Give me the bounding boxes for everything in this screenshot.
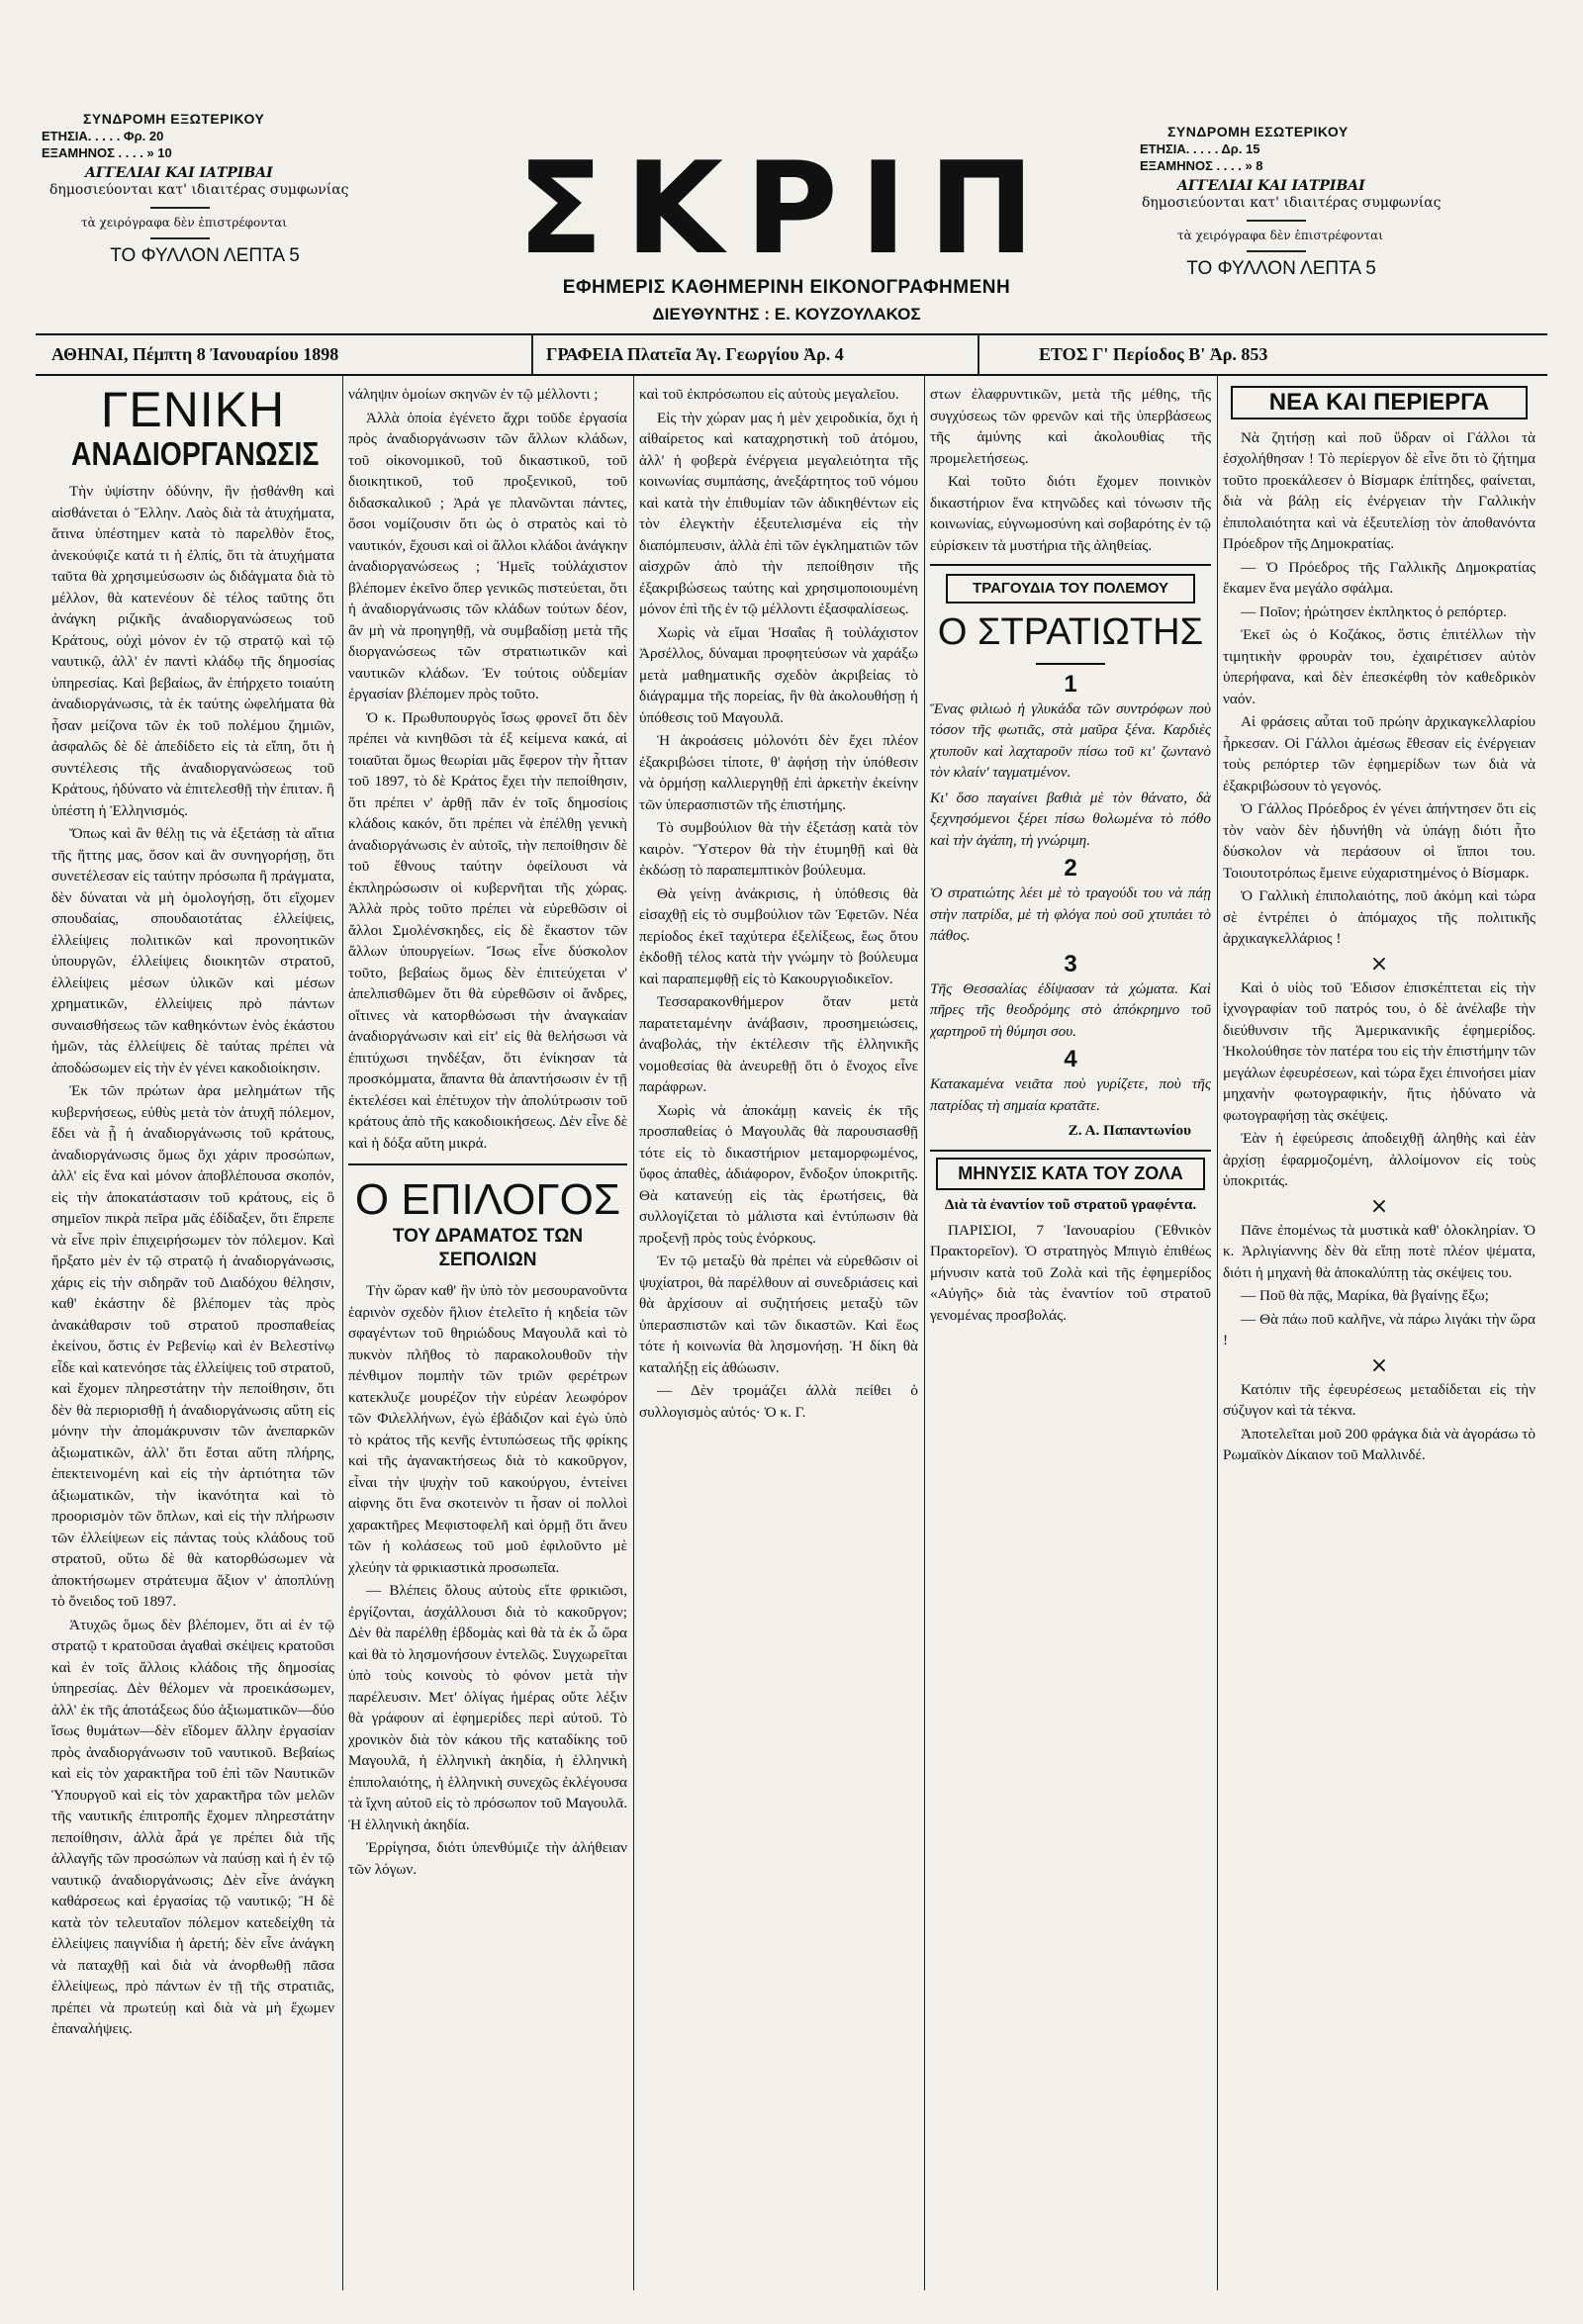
newspaper-director: ΔΙΕΥΘΥΝΤΗΣ : Ε. ΚΟΥΖΟΥΛΑΚΟΣ (652, 305, 921, 324)
poem-headline: Ο ΣΤΡΑΤΙΩΤΗΣ (937, 610, 1204, 653)
column-rule-1 (342, 376, 343, 2290)
article-paragraph: Τὴν ὑψίστην ὀδύνην, ἣν ᾐσθάνθη καὶ αἰσθάνεται ὁ Ἕλλην. Λαὸς διὰ τὰ ἀτυχήματα, ἅτινα ὑπέστημεν κατὰ τὸ παρελθὸν ἔτος, ἀνεκούφιζε κατά τι ἡ ἐλπίς, ὅτι τὰ ἀτυχήματα ταῦτα θὰ χρησιμεύσωσιν ὡς διδάγματα διὰ τὸ μέλλον, θὰ κατενέουν δὲ τέλος ταῦτης ὅτι ἀνάγκη ριζικῆς ἀναδιοργανώσεως τοῦ Κράτους, οὐχὶ μόνον ἐν τῷ στρατῷ καὶ τῷ ναυτικῷ, ἀλλ' ἐν παντὶ κλάδῳ τῆς δημοσίας ὑπηρεσίας. Καὶ βεβαίως, ἂν ἐπήρχετο τοιαύτη ἀναδιοργάνωσις, τὰ ἐκ ταύτης ὠφελήματα θὰ ἦσαν μείζονα τῶν ἐκ τοῦ πολέμου ζημιῶν, ἀσφαλῶς δὲ δὲ ἀπεδίδετο εἰς τὰ εἴπη, ὅτι ἡ συντέλεσις τῆς ἀναδιοργανώσεως τοῦ Κράτους, ἠδύνατο νὰ ἐπιτελεσθῇ τὴν ἐπιταν. ἢ ὑπέστη ἡ Ἑλληνισμός. (51, 483, 334, 819)
right-ear-divider (1247, 220, 1306, 222)
left-manuscripts-note: τὰ χειρόγραφα δὲν ἐπιστρέφονται (81, 216, 287, 230)
article-paragraph: Ἐν τῷ μεταξὺ θὰ πρέπει νὰ εὑρεθῶσιν οἱ ψυχίατροι, θὰ παρέλθουν αἱ συνεδριάσεις καὶ θὰ ἀρχίσουν αἱ συζητήσεις μεταξὺ τῶν ὑπερασπιστῶν καὶ τῶν δικαστῶν. Καὶ ἕως τότε ἡ κοινωνία θὰ λησμονήσῃ. Ἡ δίκη θὰ καταλήξῃ εἰς ἀθώωσιν. (639, 1253, 918, 1376)
left-half-yearly-price: ΕΞΑΜΗΝΟΣ . . . . » 10 (42, 145, 172, 160)
right-ear (1118, 124, 1444, 277)
right-half-yearly-price: ΕΞΑΜΗΝΟΣ . . . . » 8 (1140, 158, 1263, 173)
left-ear (42, 111, 368, 264)
article-headline-1b: ΑΝΑΔΙΟΡΓΑΝΩΣΙΣ (71, 435, 320, 472)
right-sheet-price: ΤΟ ΦΥΛΛΟΝ ΛΕΠΤΑ 5 (1186, 258, 1376, 279)
right-notices-text: δημοσιεύονται κατ' ιδιαιτέρας συμφωνίας (1142, 195, 1442, 211)
article-divider (348, 1163, 627, 1165)
column-4 (930, 384, 1211, 2288)
poem-verse: Τῆς Θεσσαλίας ἐδίψασαν τὰ χώματα. Καὶ πῆρες τῆς θεοδρόμης στὸ ἀπόκρημνο τοῦ χαρτηροῦ τὴ θύμησι σου. (930, 979, 1211, 1040)
article-paragraph: Ἡ ἀκροάσεις μόλονότι δὲν ἔχει πλέον ἐξακριβώσει τίποτε, θ' ἀφήσῃ τὴν ὑπόθεσιν νὰ ὁρμήσῃ καλλιεργηθῇ ἐπὶ ἀρκετὴν ἐκείνην τῶν ὑπερασπιστῶν τῆς ἐπιστήμης. (639, 732, 918, 813)
article-paragraph: νάληψιν ὁμοίων σκηνῶν ἐν τῷ μέλλοντι ; (348, 386, 599, 403)
article-paragraph: — Θὰ πάω ποῦ καλῆνε, νὰ πάρω λιγάκι τὴν ὥρα ! (1223, 1310, 1536, 1348)
stanza-number-4: 4 (1064, 1046, 1077, 1072)
column-rule-3 (924, 376, 925, 2290)
article-paragraph: Τεσσαρακονθήμερον ὅταν μετὰ παρατεταμένην ἀνάβασιν, προσημειώσεις, ἀναβολάς, τὴν ἐκτέλεσιν τῆς ἑλληνικῆς νομοθεσίας θὰ ἀνευρεθῇ ὅτι ὁ ἔνοχος εἶνε παράφρων. (639, 993, 918, 1095)
section-headline-box: ΝΕΑ ΚΑΙ ΠΕΡΙΕΡΓΑ (1231, 386, 1528, 419)
article-paragraph: Ὁ Γάλλος Πρόεδρος ἐν γένει ἀπήντησεν ὅτι εἰς τὸν ναὸν δὲν ἠδυνήθη νὰ ὑπάγῃ διότι ἦτο δύσκολον νὰ περάσουν οἱ ἵπποι του. Τοιουτοτρόπως ἔμεινε εὐχαριστημένος ὁ Βίσμαρκ. (1223, 800, 1536, 882)
article-paragraph: Ἐὰν ἡ ἐφεύρεσις ἀποδειχθῇ ἀληθὴς καὶ ἐὰν ἀρχίσῃ ἐφαρμοζομένη, ἀλλοίμονον εἰς τοὺς ὑποκριτάς. (1223, 1130, 1536, 1189)
stanza-number-1: 1 (1064, 670, 1077, 697)
column-5 (1223, 384, 1536, 2288)
article-paragraph: — Δὲν τρομάζει ἀλλὰ πείθει ὁ συλλογισμὸς αὐτός· Ὁ κ. Γ. (639, 1382, 918, 1421)
left-yearly-price: ΕΤΗΣΙΑ. . . . . Φρ. 20 (42, 129, 164, 143)
article-paragraph: Εἰς τὴν χώραν μας ἡ μὲν χειροδικία, ὄχι ἡ αἰθαίρετος καὶ καταχρηστικὴ τοῦ ἀτόμου, ἀλλ' ἡ φοβερὰ ἐνέργεια μεγαλειότητα τῆς κοινωνίας συμπάσης, ἀνεξάρτητος τοῦ νόμου καὶ κατὰ τὴν ἐπιθυμίαν τῶν ἀδικηθέντων εἰς τὸν ἐλεγκτὴν ἐξευτελισμένα εἰς τὴν διαπόμπευσιν, ἀλλὰ ἐπὶ τῶν ἐγκληματιῶν τῶν αἰσχρῶν ἀπὸ τὴν πεποίθησιν τῆς ἐξακριβώσεως ταύτης καὶ χρησιμοποιουμένη μόνον ἐπὶ τῆς ἐν τῷ μέλλοντι ἐξασφαλίσεως. (639, 409, 918, 617)
right-ear-divider-2 (1247, 250, 1306, 252)
left-ear-divider-2 (150, 237, 210, 239)
stanza-number-3: 3 (1064, 950, 1077, 977)
date-line: ΑΘΗΝΑΙ, Πέμπτη 8 Ἰανουαρίου 1898 (51, 344, 339, 364)
article-paragraph: Ὁ κ. Πρωθυπουργὸς ἴσως φρονεῖ ὅτι δὲν πρέπει νὰ κινηθῶσι τὰ ἐξ κείμενα κακά, αἱ τοιαῦται ὅμως θεωρίαι μᾶς ἔφερον τὴν ἧτταν τοῦ 1897, τὸ δὲ Κράτος ἔχει τὴν πεποίθησιν, ὅτι πρέπει ν' ἀρθῇ πᾶν ἐν τοῖς δημοσίοις κλάδοις κακόν, ὅτι πρέπει νὰ ἐπέλθῃ γενικὴ ἀναδιοργάνωσις ἐν αὐτοῖς, τὴν πεποίθησιν δὲ τοῦ ἔθνους ταύτην ὀφείλουσι νὰ ἐκπληρώσωσιν οἱ κυβερνῆται τῆς χώρας. Ἀλλὰ πρὸς τοῦτο πρέπει νὰ εὐρεθῶσιν οἱ ἄλλοι Σμολένσκηδες, εἰς δὲ ἕκαστον τῶν ἄλλων ὑπουργείων. Ἴσως εἶνε δύσκολον τοῦτο, βεβαίως ὅμως δὲν ἐπιτεύχεται ν' ἀπελπισθῶμεν ὅτι θὰ εὑρεθῶσιν οἱ ἄνδρες, οἵτινες νὰ κατορθώσωσι τὴν ἀναγκαίαν ἀναδιοργάνωσιν καὶ εἰτ' εἰς θὰ θελήσωσι νὰ ἐπιτύχωσι τηνδέξαν, ὅτι ἐνίκησαν τὰ προσκόμματα, ἅπαντα θὰ ἀπαντήσωσιν ἐν τῇ ἐκτελέσει καὶ ἐπέτυχον τὴν ἀπολύτρωσιν τοῦ κράτους ἀπὸ τῆς κακοδιοικήσεως. Δὲν εἶνε δὲ καὶ ἡ δόξα αὕτη μικρά. (348, 708, 627, 1152)
article-paragraph: — Βλέπεις ὅλους αὐτοὺς εἴτε φρικιῶσι, ἐργίζονται, ἀσχάλλουσι διὰ τὸ κακοῦργον; Δὲν θὰ παρέλθῃ ἑβδομὰς καὶ θὰ τὰ ἐκ ὦ ὥρα καὶ θὰ τὸ λησμονήσουν ἐντελῶς. Συγχωρεῖται ὑπὸ τοὺς κοινοὺς τὸ φόνον μετὰ τὴν παρέλευσιν. Μετ' ὀλίγας ἡμέρας οὔτε λέξιν θὰ γράφουν αἱ ἐφημερίδες περὶ αὐτοῦ. Τὸ χρονικὸν διὰ τὸν κάκου τῆς καταδίκης τοῦ Μαγουλᾶ, ἡ ἑλληνικὴ ἀκηδία, ἡ ἑλληνικὴ ἐπιπολαιότης, ἡ ἑλληνικὴ συνεχῶς ἐκλέγουσα τὰ ἴχνη αὐτοῦ εἰς τὸ πρόσωπον τοῦ Μαγουλᾶ. Ἡ ἑλληνικὴ ἀκηδία. (348, 1582, 627, 1833)
poem-verse: Ὁ στρατιώτης λέει μὲ τὸ τραγούδι του νὰ πάῃ στὴν πατρίδα, μὲ τὴ φλόγα ποὺ σοῦ χτυπάει τὸ πάθος. (930, 884, 1211, 944)
column-rule-4 (1217, 376, 1218, 2290)
right-yearly-price: ΕΤΗΣΙΑ. . . . . Δρ. 15 (1140, 141, 1260, 156)
news-headline-box: ΜΗΝΥΣΙΣ ΚΑΤΑ ΤΟΥ ΖΟΛΑ (936, 1158, 1205, 1191)
right-subscription-title: ΣΥΝΔΡΟΜΗ ΕΣΩΤΕΡΙΚΟΥ (1167, 124, 1349, 139)
article-paragraph: Χωρὶς νὰ εἴμαι Ἠσαΐας ἢ τοὐλάχιστον Ἀρσέλλος, δύναμαι προφητεύσων νὰ χαράξω μετὰ μαθηματικῆς σχεδὸν ἀκριβείας τὸ διάγραμμα τῆς πορείας, ἣν θὰ ἀκολουθήσῃ ἡ ὑπόθεσις τοῦ Μαγουλᾶ. (639, 623, 918, 726)
article-paragraph: Κατόπιν τῆς ἐφευρέσεως μεταδίδεται εἰς τὴν σύζυγον καὶ τὰ τέκνα. (1223, 1380, 1536, 1419)
newspaper-logo: ΣΚΡΙΠ (516, 136, 1057, 283)
article-paragraph: καὶ τοῦ ἐκπρόσωπου εἰς αὐτοὺς μεγαλεῖου. (639, 386, 899, 403)
column-1 (51, 384, 334, 2288)
article-paragraph: Αἱ φράσεις αὗται τοῦ πρώην ἀρχικαγκελλαρίου ἦρκεσαν. Οἱ Γάλλοι ἀμέσως ἔθεσαν εἰς ἐνέργειαν τοὺς ρεπόρτερ τῶν ἐφημερίδων των διὰ νὰ ἐξακριβώσουν τὸ γεγονός. (1223, 713, 1536, 794)
poem-verse: Κατακαμένα νειᾶτα ποὺ γυρίζετε, ποὺ τῆς πατρίδας τὴ σημαία κρατᾶτε. (930, 1075, 1211, 1114)
issue-number: ΕΤΟΣ Γ' Περίοδος Β' Ἀρ. 853 (1039, 344, 1268, 364)
item-separator: × (1369, 951, 1389, 976)
column-rule-2 (633, 376, 634, 2290)
article-paragraph: ΠΑΡΙΣΙΟΙ, 7 Ἰανουαρίου (Ἐθνικὸν Πρακτορεῖον). Ὁ στρατηγὸς Μπιγιὸ ἐπιθέως μήνυσιν κατὰ τοῦ Ζολὰ καὶ τῆς ἐφημερίδος «Αὐγῆς» διὰ τὰς ἐναντίον τοῦ στρατοῦ γενομένας προσβολάς. (930, 1221, 1211, 1324)
article-subheadline-2: ΤΟΥ ΔΡΑΜΑΤΟΣ ΤΩΝ ΣΕΠΟΛΙΩΝ (392, 1226, 584, 1270)
article-paragraph: Ὅπως καὶ ἂν θέλῃ τις νὰ ἐξετάσῃ τὰ αἴτια τῆς ἥττης μας, ὅσον καὶ ἂν συνηγορήσῃ, ὅτι συνετέλεσαν εἰς ταύτην πρόσωπα ἢ πράγματα, δὲν δύναται νὰ μὴ ὁμολογήσῃ, ὅτι εἴχομεν σπουδαίας, σπουδαιοτάτας ἐλλείψεις, ἐλλείψεις πολιτικῶν καὶ προνοητικῶν ὑπουργῶν, ἐλλείψεις διοικητῶν στρατοῦ, ἐλλείψεις μέσων ὑλικῶν καὶ μέσων χρηματικῶν, ἐλλείψεις πρὸ πάντων συναισθήσεως τῶν καθηκόντων ἑνὸς ἑκάστου ἡμῶν, τὰς ἐλλείψεις δὲ ταύτας πρέπει νὰ ἀποδώσωμεν εἰς τὴν ἐν γένει κακοδιοίκησιν. (51, 825, 334, 1076)
article-paragraph: Θὰ γείνῃ ἀνάκρισις, ἡ ὑπόθεσις θὰ εἰσαχθῇ εἰς τὸ συμβούλιον τῶν Ἐφετῶν. Νέα περίοδος ἐκεῖ ταχύτερα ἐξελίξεως, ἕως ὅτου ἐκδοθῇ τέλος κατὰ τὴν γνώμην τὸ βούλευμα καὶ παραπεμφθῇ εἰς τὸ Κακουργιοδικεῖον. (639, 884, 918, 987)
article-paragraph: — Ποῦ θὰ πᾷς, Μαρίκα, θὰ βγαίνῃς ἔξω; (1241, 1287, 1489, 1304)
right-manuscripts-note: τὰ χειρόγραφα δὲν ἐπιστρέφονται (1177, 229, 1383, 242)
article-paragraph: Νὰ ζητήσῃ καὶ ποῦ ὕδραν οἱ Γάλλοι τὰ ἐσχολήθησαν ! Τὸ περίεργον δὲ εἶνε ὅτι τὸ ζήτημα τοῦτο προεκάλεσεν ὁ Βίσμαρκ ἐπίτηδες, φαίνεται, διὰ νὰ βάλῃ εἰς ἐνέργειαν τὴν Γαλλικὴν ἐπιπολαιότητα καὶ νὰ ἐξευτελίσῃ τὸν ἀποθανόντα Πρόεδρον τῆς Δημοκρατίας. (1223, 428, 1536, 552)
article-paragraph: Χωρὶς νὰ ἀποκάμῃ κανεὶς ἐκ τῆς προσπαθείας ὁ Μαγουλᾶς θὰ παρουσιασθῇ τότε εἰς τὸ δικαστήριον μεταμορφωμένος, ὕφος ἀπαθὲς, ἀδιάφορον, ἔνδοξον ὑποκριτῆς. Θὰ κατανεύῃ εἰς τὰς ἐρωτήσεις, θὰ συλλογίζεται τὸ μάλιστα καὶ ἐντύπωσιν θὰ προξενῇ πρὸς τοὺς ἐνόρκους. (639, 1101, 918, 1247)
article-paragraph: Ἐκεῖ ὡς ὁ Κοζάκος, ὅστις ἐπιτέλλων τὴν τιμητικὴν φρουρὰν του, ἐχαιρέτισεν αὐτὸν ὑπερήφανα, καὶ δὲν ἐπεσκέφθη τὸν καθεδρικὸν ναόν. (1223, 626, 1536, 707)
article-paragraph: Τὸ συμβούλιον θὰ τὴν ἐξετάσῃ κατὰ τὸν καιρὸν. Ὕστερον θὰ τὴν ἐτυμηθῇ καὶ θὰ ἐκδώσῃ τὸ παραπεμπτικὸν βούλευμα. (639, 819, 918, 879)
item-separator: × (1369, 1193, 1389, 1219)
article-paragraph: Ἐρρίγησα, διότι ὑπενθύμιζε τὴν ἀλήθειαν τῶν λόγων. (348, 1839, 627, 1878)
article-paragraph: Ἀποτελεῖται μοῦ 200 φράγκα διὰ νὰ ἀγοράσω τὸ Ρωμαϊκὸν Δίκαιον τοῦ Μαλλινδέ. (1223, 1425, 1536, 1463)
poem-verse: Ἕνας φιλιωὸ ἡ γλυκάδα τῶν συντρόφων ποὺ τόσον τῆς φωτιᾶς, στὰ μαῦρα ξένα. Καρδιὲς χτυποῦν καὶ λαχταροῦν πίσω τοῦ κι' ζωντανὸ τὸν κλαίν' ταγματμένον. (930, 699, 1211, 781)
column-3 (639, 384, 918, 2288)
article-paragraph: Τὴν ὥραν καθ' ἣν ὑπὸ τὸν μεσουρανοῦντα ἑαρινὸν σχεδὸν ἥλιον ἐτελεῖτο ἡ κηδεία τῶν σφαγέντων τοῦ θηριώδους Μαγουλᾶ καὶ τὸ πυκνὸν πλῆθος τὸ παρακολουθοῦν τὴν πένθιμον πομπὴν τῶν τριῶν φερέτρων κατεκλυζε μουρέζον τὴν εὐρέαν λεωφόρον τῶν Φιλελλήνων, ἐγὼ ἐβάδιζον καὶ ἐγὼ ὑπὸ τὸ κράτος τῆς κενῆς ἐντυπώσεως τῆς φρίκης καὶ τῆς ἀγανακτήσεως διὰ τὸ κακοῦργον, εἶναι τὴν ψυχὴν τοῦ κακούργου, ἐντείνει αἰφνης ὅτι ἕνα σκοτεινὸν τι ἦσαν οἱ πολλοὶ χαρακτῆρες Μεφιστοφελῆ καὶ ὁρμῇ ὅτι ἄνευ τῶν ἡ κολάσεως τοῦ μοῦ ἐφιλοῦντο μὲ χλεύην τὰ φρικιαστικὰ προσωπεῖα. (348, 1282, 627, 1576)
article-paragraph: Ἀλλὰ ὁποία ἐγένετο ἄχρι τοῦδε ἐργασία πρὸς ἀναδιοργάνωσιν τῶν ἄλλων κλάδων, τοῦ οἰκονομικοῦ, τοῦ δικαστικοῦ, τοῦ διοικητικοῦ, τοῦ προξενικοῦ, τοῦ διδασκαλικοῦ ; Ἀρά γε πλανῶνται πάντες, ὅσοι νομίζουσιν ὅτι ὡς ὁ στρατὸς καὶ τὸ ναυτικόν, ἔχουσι καὶ οἱ ἄλλοι κλάδοι ἀνάγκην ἀναδιοργανώσεως ; Ἡμεῖς τοὐλάχιστον βλέπομεν ἐκεῖνο ὅπερ γενικῶς πιστεύεται, ὅτι ἡ ἀναδιοργάνωσις τῶν κλάδων τούτων δέον, ἂν μὴ νὰ προηγηθῇ, νὰ συμβαδίσῃ μετὰ τῆς διοργανώσεως τῶν στρατιωτικῶν καὶ ναυτικῶν κλάδων. Ἐν τούτοις οὐδεμίαν ἐργασίαν βλέπομεν πρὸς τοῦτο. (348, 409, 627, 702)
article-paragraph: στων ἐλαφρυντικῶν, μετὰ τῆς μέθης, τῆς συγχύσεως τῶν φρενῶν καὶ τῆς ὑπερβάσεως τῆς ἀμύνης καὶ ἀκολουθίας τῆς προμελετήσεως. (930, 386, 1211, 467)
left-notices-title: ΑΓΓΕΛΙΑΙ ΚΑΙ ΙΑΤΡΙΒΑΙ (85, 165, 273, 181)
dateline-separator-1 (531, 335, 533, 375)
left-sheet-price: ΤΟ ΦΥΛΛΟΝ ΛΕΠΤΑ 5 (110, 245, 300, 266)
article-paragraph: — Ὁ Πρόεδρος τῆς Γαλλικῆς Δημοκρατίας ἔκαμεν ἕνα μεγάλο σφάλμα. (1223, 558, 1536, 597)
poem-signature: Ζ. Α. Παπαντωνίου (1068, 1122, 1191, 1139)
article-paragraph: Καὶ ὁ υἱὸς τοῦ Ἐδισον ἐπισκέπτεται εἰς τὴν ἰχνογραφίαν τοῦ πατρός του, ὁ δὲ ἀνέλαβε τὴν διεύθυνσιν τῆς Ἀμερικανικῆς ἐφημερίδος. Ἠκολούθησε τὸν πατέρα του εἰς τὴν ἐπιστήμην τῶν μεγάλων ἐφευρέσεων, καὶ τώρα ἔχει ἐπινοήσει μίαν μηχανὴν φωτογραφικήν, ἥτις ἠδύνατο νὰ φωτογραφήσῃ τὰς σκέψεις. (1223, 978, 1536, 1124)
poem-stanza-1 (930, 698, 1211, 852)
article-divider (930, 564, 1211, 566)
news-subheadline: Διὰ τὰ ἐναντίον τοῦ στρατοῦ γραφέντα. (944, 1196, 1197, 1213)
poem-section-box: ΤΡΑΓΟΥΔΙΑ ΤΟΥ ΠΟΛΕΜΟΥ (946, 574, 1195, 604)
article-paragraph: Καὶ τοῦτο διότι ἔχομεν ποινικὸν δικαστήριον ἕνα κτηνῶδες καὶ τόνωσιν τῆς κοινωνίας, εὐγνωμοσύνη καὶ σοβαρότης ἐν τῷ εὐρίσκειν τὰ μυστήρια τῆς ἀληθείας. (930, 473, 1211, 554)
column-2 (348, 384, 627, 2288)
poem-stanza-3 (930, 978, 1211, 1043)
office-address: ΓΡΑΦΕΙΑ Πλατεῖα Ἁγ. Γεωργίου Ἀρ. 4 (546, 344, 844, 364)
article-paragraph: Πᾶνε ἐπομένως τὰ μυστικὰ καθ' ὁλοκληρίαν. Ὁ κ. Ἀρλιγίαννης δὲν θὰ εἴπῃ ποτὲ πλέον ψέματα, διότι ἡ μηχανὴ θὰ ἀποκαλύπτῃ τὰς σκέψεις του. (1223, 1221, 1536, 1281)
dateline-separator-2 (978, 335, 979, 375)
poem-stanza-4 (930, 1073, 1211, 1116)
newspaper-tagline: ΕΦΗΜΕΡΙΣ ΚΑΘΗΜΕΡΙΝΗ ΕΙΚΟΝΟΓΡΑΦΗΜΕΝΗ (562, 277, 1011, 298)
left-notices-text: δημοσιεύονται κατ' ιδιαιτέρας συμφωνίας (49, 182, 349, 198)
article-headline-2: Ο ΕΠΙΛΟΓΟΣ (354, 1175, 621, 1224)
poem-divider (1036, 663, 1105, 665)
poem-stanza-2 (930, 883, 1211, 947)
item-separator: × (1369, 1352, 1389, 1378)
article-headline-1a: ΓΕΝΙΚΗ (100, 384, 286, 437)
left-ear-divider (150, 207, 210, 209)
article-paragraph: — Ποῖον; ἠρώτησεν ἐκπληκτος ὁ ρεπόρτερ. (1241, 603, 1507, 620)
article-paragraph: Ὁ Γαλλικὴ ἐπιπολαιότης, ποῦ ἀκόμη καὶ τώρα σὲ ἐντρέπει ὁ ἀπόμαχος τῆς πολιτικῆς ἀρχικαγκελλάριος ! (1223, 887, 1536, 947)
article-paragraph: Ἐκ τῶν πρώτων ἀρα μελημάτων τῆς κυβερνήσεως, εὐθὺς μετὰ τὸν ἀτυχῆ πόλεμον, ἔδει νὰ ᾖ ἡ ἀναδιοργάνωσις τοῦ κράτους, ἀναδιοργάνωσις ὅμως ὄχι χάριν προσώπων, ἀλλ' εἰς ἕνα καὶ μόνον ἀποβλέπουσα σκοπόν, εἰς τὴν ἀποκατάστασιν τοῦ κράτους, εἰς ὃ σημεῖον πικρὰ πεῖρα μᾶς ἐδίδαξεν, ὅτι ἔπρεπε νὰ εἶνε πρὶν ἐπιχειρήσωμεν τὸν πόλεμον. Καὶ ἤρξατο μὲν ἐν τῷ στρατῷ ἡ ἀναδιοργάνωσις, χάρις εἰς τὴν σιδηρᾶν τοῦ Διαδόχου θέλησιν, καθ' ἑκάστην δὲ βλέπομεν τὰς πρὸς ἀνακάθαρσιν τοῦ στρατοῦ προσπαθείας ἐκείνου, ὅστις ἐν Ρεβενίῳ καὶ ἐν Βελεστίνῳ εἶδε καὶ κατενόησε τὰς ἐλλείψεις τοῦ στρατοῦ, καὶ ἔχομεν πληρεστάτην τὴν πεποίθησιν, ὅτι δὲν θὰ περιορισθῇ ἡ ἀναδιοργάνωσις αὕτη εἰς μόνην τὴν ἀπομάκρυνσιν τῶν ἀνεπαρκῶν ἀξιωματικῶν, ἀλλ' ὅτι ἔσται αὕτη πλήρης, ἐπεκτεινομένη καὶ εἰς τὴν ἀρτιότητα τῶν ἀξιωματικῶν, τὴν ἱκανότητα καὶ τὸ προορισμὸν τῶν ὅπλων, καὶ εἰς τὴν πλήρωσιν τῶν ἐλλείψεων εἰς πάντας τοὺς κλάδους τοῦ στρατοῦ, οὕτω δὲ θὰ κατορθώσωμεν νὰ ἀποκτήσωμεν στράτευμα ἄξιον ν' ἀποπλύνῃ τὸ ὄνειδος τοῦ 1897. (51, 1082, 334, 1610)
top-rule (36, 333, 1547, 335)
article-divider (930, 1150, 1211, 1152)
right-notices-title: ΑΓΓΕΛΙΑΙ ΚΑΙ ΙΑΤΡΙΒΑΙ (1177, 178, 1365, 194)
dateline-bottom-rule (36, 374, 1547, 376)
article-paragraph: Ἀτυχῶς ὅμως δὲν βλέπομεν, ὅτι αἱ ἐν τῷ στρατῷ τ κρατοῦσαι ἀγαθαὶ σκέψεις κρατοῦσι καὶ ἐν τοῖς ἄλλοις κλάδοις τῆς δημοσίας ὑπηρεσίας. Δὲν θέλομεν νὰ προεικάσωμεν, ἀλλ' ἐκ τῆς ἀποτάξεως δύο ἀξιωματικῶν—δύο ἴσως θυμάτων—δὲν εἴδομεν ἄλλην ἐργασίαν πρὸς ἀναδιοργάνωσιν τοῦ ναυτικοῦ. Βεβαίως καὶ εἰς τὸν χαρακτῆρα τοῦ ἐπὶ τῶν Ναυτικῶν Ὑπουργοῦ καὶ εἰς τὸν χαρακτῆρα τῶν μελῶν τῆς ναυτικῆς ἐπιτροπῆς ἔχομεν πληρεστάτην πεποίθησιν, ἀλλὰ ἆρά γε πρέπει διὰ τῆς ἀλλαγῆς τῶν προσώπων νὰ παύσῃ καὶ ἡ ἐν τῷ ναυτικῷ ἀναδιοργάνωσις; Δὲν εἶνε ἀνάγκη καθάρσεως καὶ ἐργασίας τῷ ναυτικῷ; Ἢ δὲ κατὰ τὸν τελευταῖον πόλεμον κατεδείχθη τὰ ἐλλείψεις παιγνίδια ἡ ἀρετή; δὲν εἶνε ἀνάγκη νὰ παταχθῇ καὶ διὰ νὰ ἀνορθωθῇ πᾶσα ἐλλείψεως, πρὸ πάντων ἐν τῇ τῆς στρατιᾶς, πρέπει νὰ πρωτεύῃ καὶ διὰ νὰ μὴ ἔχωμεν ἐπαναλήψεις. (51, 1616, 334, 2037)
masthead (490, 136, 1083, 324)
stanza-number-2: 2 (1064, 855, 1077, 882)
left-subscription-title: ΣΥΝΔΡΟΜΗ ΕΞΩΤΕΡΙΚΟΥ (83, 111, 265, 127)
poem-verse: Κι' ὅσο παγαίνει βαθιὰ μὲ τὸν θάνατο, δὰ ξεχνησόμενοι ξέρει πίσω θολωμένα τὸ πόθο καὶ τὴν ἀγάπη, τὴ γνώριμη. (930, 789, 1211, 849)
